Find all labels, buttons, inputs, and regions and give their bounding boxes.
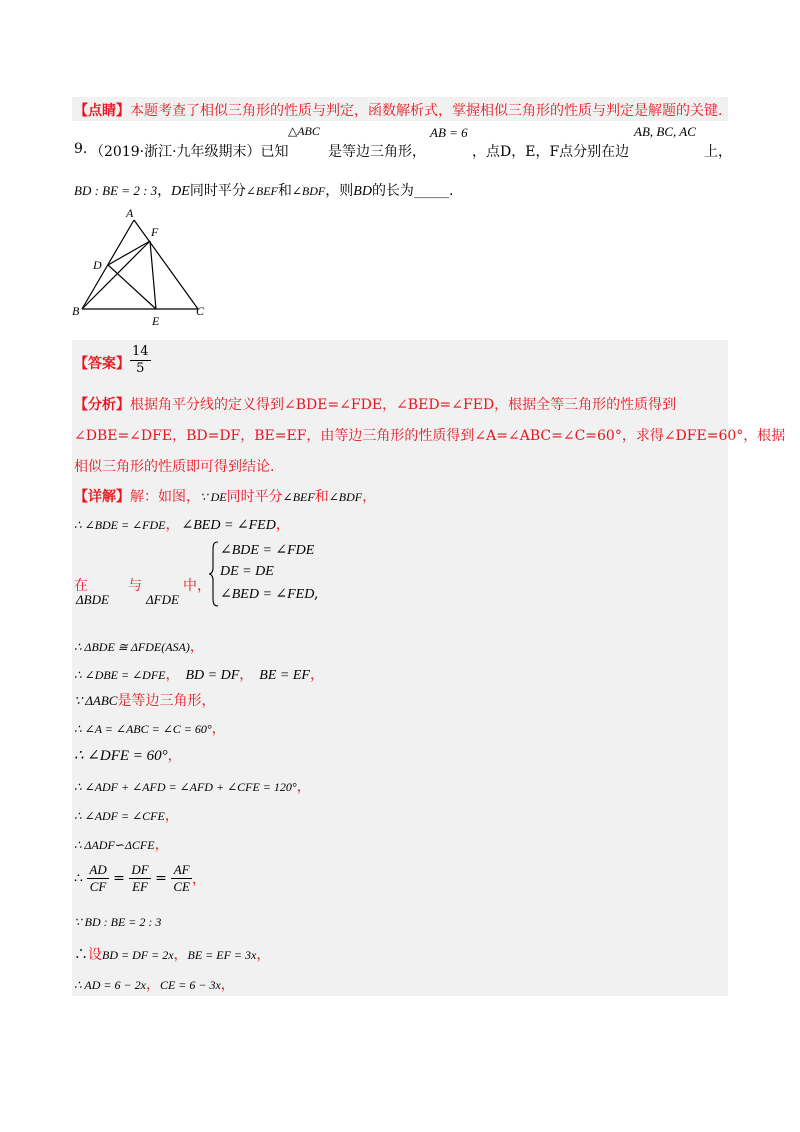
analysis-line3: 相似三角形的性质即可得到结论. (74, 459, 275, 475)
question-shang: 上， (704, 144, 732, 160)
detail-zhong: 中， (183, 578, 211, 594)
question-tri-abc: △ABC (288, 124, 320, 138)
detail-tri2: ΔFDE (146, 592, 179, 607)
question-comma: ， (157, 183, 172, 199)
question-source: （2019·浙江·九年级期末）已知 (90, 144, 289, 160)
detail-step12: ∴设BD = DF = 2x，BE = EF = 3x， (74, 947, 271, 963)
detail-s12a: BD = DF = 2x (102, 948, 174, 962)
sys-eq2: DE = DE (220, 564, 274, 579)
answer-fraction (130, 344, 151, 377)
detail-s4a: ∵ ΔABC (74, 693, 118, 708)
frac1-den: CF (89, 879, 107, 894)
detail-step3: ∴ ∠DBE = ∠DFE， BD = DF， BE = EF， (74, 667, 324, 683)
frac2-num: DF (131, 862, 149, 877)
analysis-line1 (74, 394, 676, 414)
question-ab: AB = 6 (430, 125, 468, 140)
seg-de (108, 265, 156, 309)
detail-step11 (74, 914, 161, 930)
frac3-num: AF (171, 862, 192, 879)
detail-s11: ∵ BD : BE = 2 : 3 (74, 915, 162, 929)
frac3-den: CE (173, 879, 190, 894)
analysis-line2: ∠DBE=∠DFE，BD=DF，BE=EF，由等边三角形的性质得到∠A=∠ABC=∠C=60°，求得∠DFE=60°，根据 (74, 428, 786, 444)
label-a: A (126, 206, 134, 220)
detail-s1b: ∠BED = ∠FED (181, 518, 276, 533)
detail-s6: ∴ ∠DFE = 60° (74, 748, 168, 764)
question-de: DE (171, 184, 190, 199)
detail-step13: ∴ AD = 6 − 2x，CE = 6 − 3x， (74, 977, 235, 993)
question-and: 和 (277, 183, 292, 199)
answer-denominator: 5 (136, 361, 145, 376)
triangle-figure (70, 205, 210, 330)
sys-eq1: ∠BDE = ∠FDE (220, 543, 315, 558)
detail-step1: ∴ ∠BDE = ∠FDE， ∠BED = ∠FED， (74, 517, 290, 533)
analysis-text1: 根据角平分线的定义得到∠BDE=∠FDE，∠BED=∠FED，根据全等三角形的性质得到 (130, 397, 677, 413)
frac1-num: AD (89, 862, 107, 877)
question-is-equilateral: 是等边三角形， (328, 144, 426, 160)
question-ratio: BD : BE = 2 : 3 (74, 183, 158, 198)
detail-step5: ∴ ∠A = ∠ABC = ∠C = 60°， (74, 721, 226, 737)
dianjing-tag: 【点睛】 (74, 103, 130, 119)
answer-numerator: 14 (132, 344, 149, 359)
detail-s5: ∴ ∠A = ∠ABC = ∠C = 60° (74, 722, 212, 736)
question-length: 的长为 (371, 183, 414, 199)
question-then: ，则 (325, 183, 354, 199)
detail-ang-bdf: ∠BDF (328, 490, 363, 504)
detail-comma: ， (362, 489, 377, 505)
sys-comma: , (314, 586, 319, 602)
side-ca (134, 220, 198, 309)
detail-s10-therefore: ∴ (74, 870, 83, 887)
detail-s7: ∴ ∠ADF + ∠AFD = ∠AFD + ∠CFE = 120° (74, 780, 297, 794)
detail-step9: ∴ ΔADF∽ΔCFE， (74, 837, 169, 853)
question-ang-bef: ∠BEF (245, 184, 278, 198)
detail-s3b: BD = DF (185, 668, 240, 683)
detail-bisect: 同时平分 (226, 489, 283, 505)
dianjing-text: 本题考查了相似三角形的性质与判定，函数解析式，掌握相似三角形的性质与判定是解题的关键. (130, 103, 723, 119)
label-d: D (93, 258, 102, 272)
detail-step10: ∴ $\frac{AD}{CF}$ = $\frac{DF}{EF}$ = $\frac{AF}{CE}$ ， (74, 862, 206, 894)
question-period: . (448, 183, 454, 199)
detail-s13b: CE = 6 − 3x (159, 978, 221, 992)
question-number: 9. (74, 141, 88, 157)
detail-s4b: 是等边三角形， (117, 693, 216, 709)
label-e: E (152, 314, 160, 328)
detail-s3a: ∴ ∠DBE = ∠DFE (74, 668, 166, 682)
detail-s3c: BE = EF (259, 668, 310, 683)
analysis-tag: 【分析】 (74, 397, 130, 413)
detail-step8: ∴ ∠ADF = ∠CFE， (74, 808, 179, 824)
question-bd: BD (353, 184, 372, 199)
detail-s2: ∴ ΔBDE ≅ ΔFDE(ASA) (74, 640, 190, 654)
detail-s12-therefore: ∴ (74, 947, 88, 963)
detail-in: 在 (74, 578, 88, 594)
detail-step4 (74, 690, 215, 710)
question-line2 (74, 180, 453, 200)
detail-s13a: ∴ AD = 6 − 2x (74, 978, 146, 992)
detail-s9: ∴ ΔADF∽ΔCFE (74, 838, 155, 852)
seg-fe (150, 241, 156, 309)
question-blank: _____ (413, 183, 449, 199)
answer-tag: 【答案】 (74, 356, 130, 372)
detail-yu: 与 (128, 578, 142, 594)
detail-tag: 【详解】 (74, 489, 130, 505)
question-bisect: 同时平分 (189, 183, 246, 199)
label-f: F (151, 225, 159, 239)
detail-because-de: ∵ DE (200, 490, 227, 504)
frac2-den: EF (132, 879, 148, 894)
detail-s1a: ∴ ∠BDE = ∠FDE (74, 518, 166, 532)
detail-intro: 解：如图， (130, 489, 200, 505)
detail-tri1: ΔBDE (76, 592, 109, 607)
label-b: B (72, 304, 80, 318)
detail-and: 和 (314, 489, 329, 505)
detail-s12b: BE = EF = 3x (187, 948, 257, 962)
detail-step6: ∴ ∠DFE = 60°， (74, 748, 182, 764)
detail-ang-bef: ∠BEF (282, 490, 315, 504)
dianjing-line (74, 100, 722, 120)
question-sides: AB, BC, AC (634, 124, 696, 139)
detail-step7: ∴ ∠ADF + ∠AFD = ∠AFD + ∠CFE = 120°， (74, 779, 311, 795)
detail-step2: ∴ ΔBDE ≅ ΔFDE(ASA)， (74, 639, 204, 655)
detail-s12-she: 设 (88, 947, 102, 963)
left-brace-icon (208, 540, 220, 608)
label-c: C (196, 304, 205, 318)
question-points: ，点D，E，F点分别在边 (472, 144, 630, 160)
question-ang-bdf: ∠BDF (291, 184, 326, 198)
sys-eq3: ∠BED = ∠FED (220, 587, 315, 602)
equation-system (208, 540, 328, 608)
detail-line1 (74, 486, 376, 506)
detail-s8: ∴ ∠ADF = ∠CFE (74, 809, 165, 823)
